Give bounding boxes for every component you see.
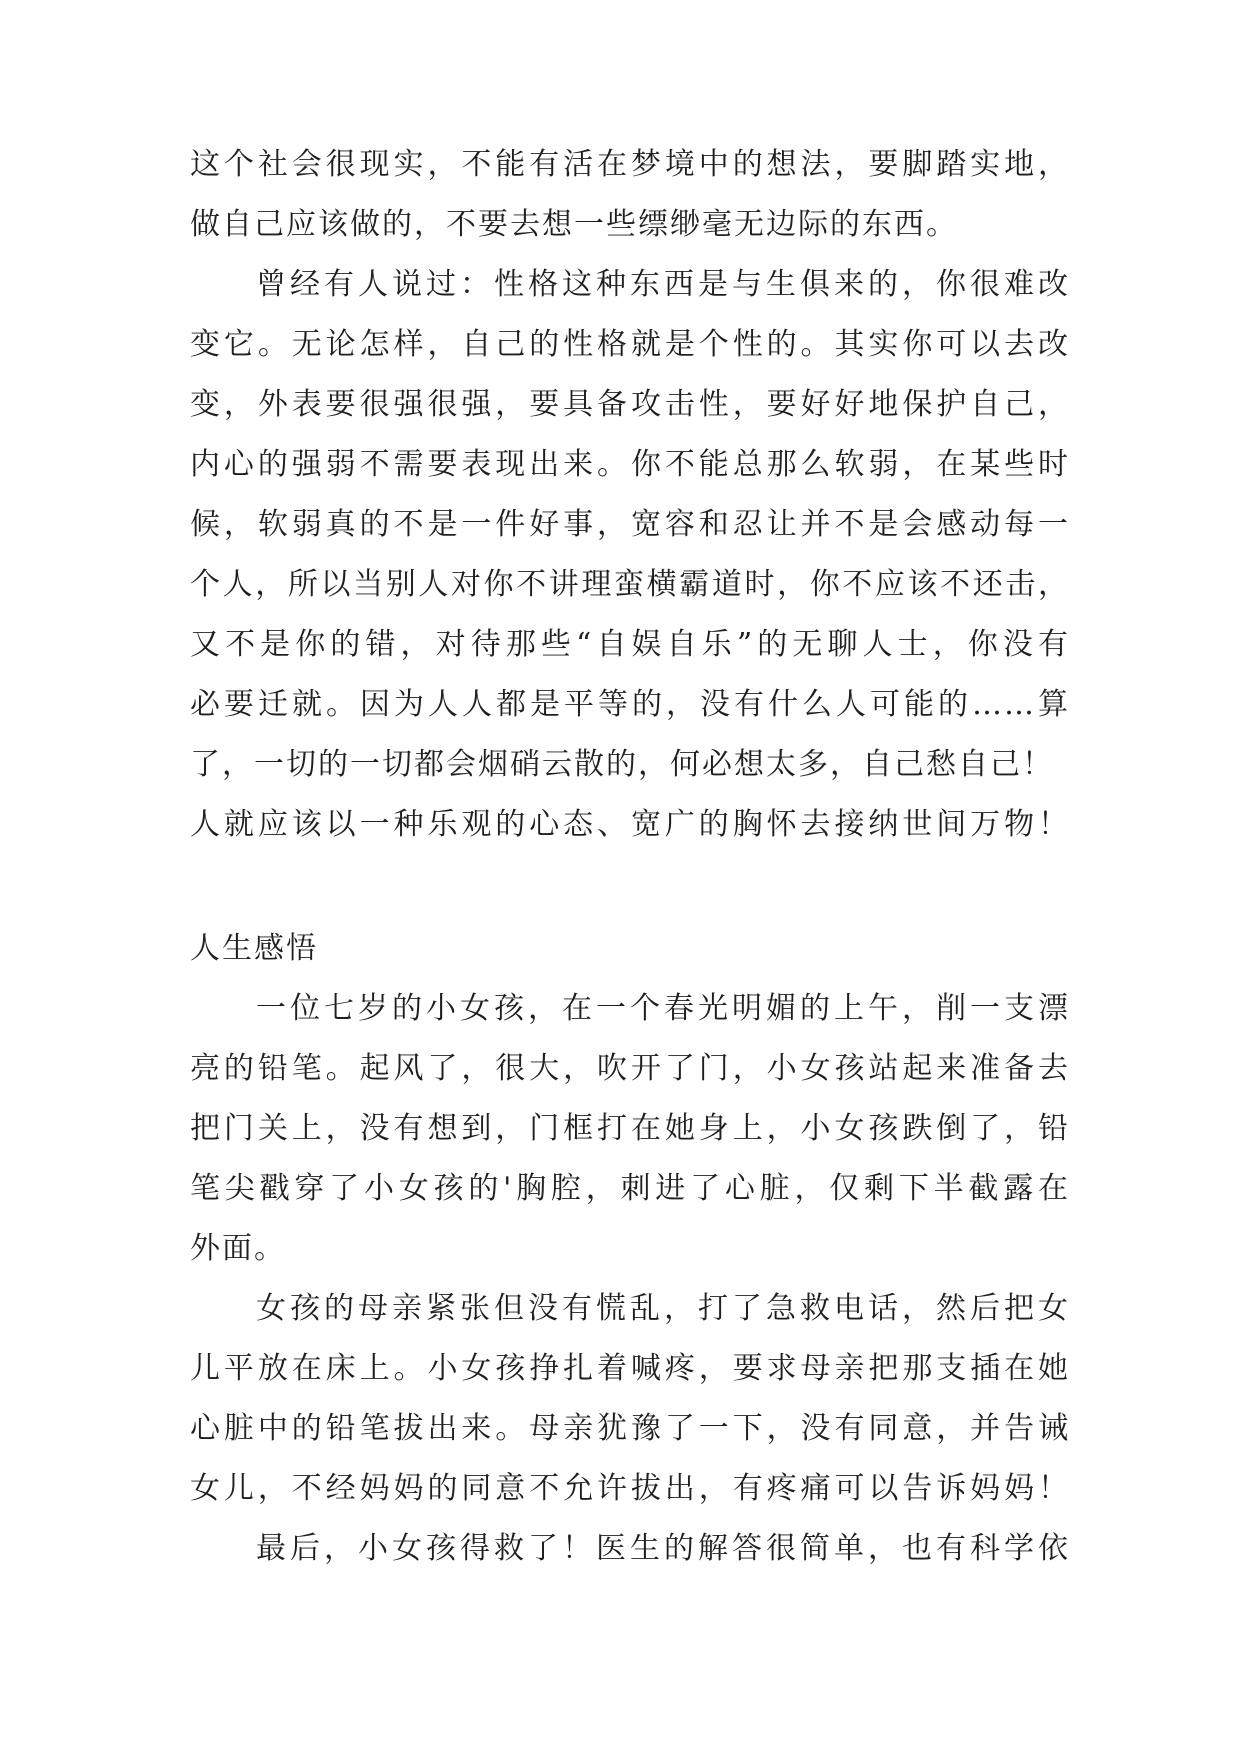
text-line: 内心的强弱不需要表现出来。你不能总那么软弱，在某些时: [190, 447, 1070, 482]
text-line: 外面。: [190, 1231, 286, 1266]
text-line: 这个社会很现实，不能有活在梦境中的想法，要脚踏实地，: [190, 147, 1070, 182]
text-line: 亮的铅笔。起风了，很大，吹开了门，小女孩站起来准备去: [190, 1051, 1070, 1086]
paragraph-3: [190, 979, 1070, 1279]
text-line: 必要迁就。因为人人都是平等的，没有什么人可能的……算: [190, 687, 1070, 722]
paragraph-5: [190, 1519, 1070, 1579]
text-line: 又不是你的错，对待那些“自娱自乐”的无聊人士，你没有: [190, 627, 1070, 662]
text-line: 儿平放在床上。小女孩挣扎着喊疼，要求母亲把那支插在她: [190, 1351, 1070, 1386]
section-title: 人生感悟: [190, 931, 318, 966]
text-line: 女儿，不经妈妈的同意不允许拔出，有疼痛可以告诉妈妈！: [190, 1471, 1070, 1506]
text-line: 女孩的母亲紧张但没有慌乱，打了急救电话，然后把女: [256, 1291, 1070, 1326]
text-line: 做自己应该做的，不要去想一些缥缈毫无边际的东西。: [190, 207, 958, 242]
text-line: 最后，小女孩得救了！医生的解答很简单，也有科学依: [256, 1531, 1070, 1566]
paragraph-spacer: [190, 855, 1070, 919]
text-line: 心脏中的铅笔拔出来。母亲犹豫了一下，没有同意，并告诫: [190, 1411, 1070, 1446]
text-line: 了，一切的一切都会烟硝云散的，何必想太多，自己愁自己！: [190, 747, 1054, 782]
text-line: 人就应该以一种乐观的心态、宽广的胸怀去接纳世间万物！: [190, 807, 1070, 842]
paragraph-2: [190, 255, 1070, 855]
text-line: 一位七岁的小女孩，在一个春光明媚的上午，削一支漂: [256, 991, 1070, 1026]
text-line: 笔尖戳穿了小女孩的'胸腔，刺进了心脏，仅剩下半截露在: [190, 1171, 1070, 1206]
paragraph-1: [190, 135, 1070, 255]
paragraph-4: [190, 1279, 1070, 1519]
text-line: 变它。无论怎样，自己的性格就是个性的。其实你可以去改: [190, 327, 1070, 362]
text-line: 候，软弱真的不是一件好事，宽容和忍让并不是会感动每一: [190, 507, 1070, 542]
text-line: 把门关上，没有想到，门框打在她身上，小女孩跌倒了，铅: [190, 1111, 1070, 1146]
text-line: 曾经有人说过：性格这种东西是与生俱来的，你很难改: [256, 267, 1070, 302]
text-line: 变，外表要很强很强，要具备攻击性，要好好地保护自己，: [190, 387, 1070, 422]
document-body: [190, 135, 1070, 1579]
text-line: 个人，所以当别人对你不讲理蛮横霸道时，你不应该不还击，: [190, 567, 1070, 602]
